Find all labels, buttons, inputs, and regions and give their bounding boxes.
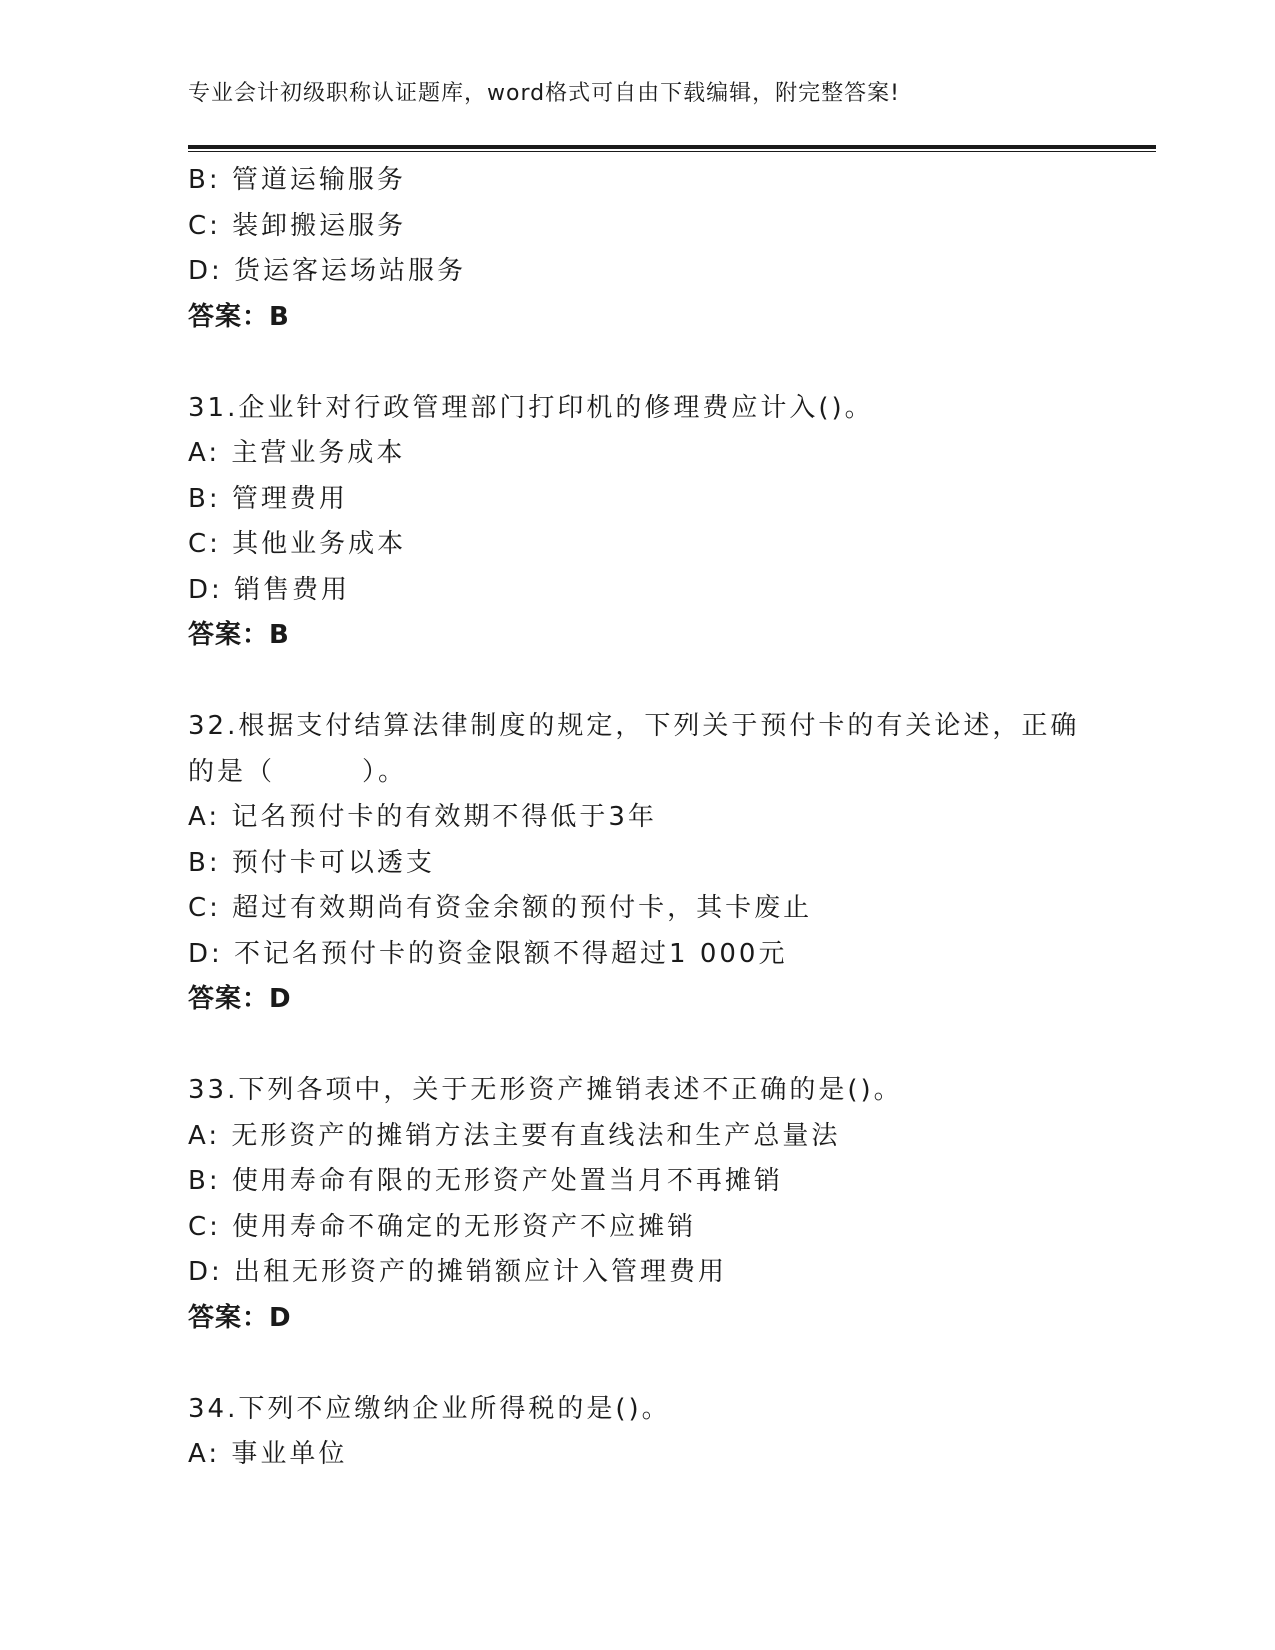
question-stem: 34.下列不应缴纳企业所得税的是()。 xyxy=(188,1393,671,1424)
option-a: A: 记名预付卡的有效期不得低于3年 xyxy=(188,802,657,832)
option-c: C: 超过有效期尚有资金余额的预付卡，其卡废止 xyxy=(188,893,813,923)
question-content xyxy=(188,158,1108,1478)
question-31 xyxy=(188,386,1108,659)
option-d: D: 出租无形资产的摊销额应计入管理费用 xyxy=(188,1257,728,1287)
option-d: D: 销售费用 xyxy=(188,574,351,605)
answer-line: 答案：B xyxy=(188,301,290,332)
question-32 xyxy=(188,704,1108,1023)
option-d: D: 不记名预付卡的资金限额不得超过1 000元 xyxy=(188,938,788,969)
option-b: B: 管理费用 xyxy=(188,483,348,514)
answer-line: 答案：D xyxy=(188,1302,292,1333)
option-b: B: 预付卡可以透支 xyxy=(188,847,435,878)
option-b: B: 使用寿命有限的无形资产处置当月不再摊销 xyxy=(188,1166,783,1196)
option-a: A: 事业单位 xyxy=(188,1439,348,1469)
option-d: D: 货运客运场站服务 xyxy=(188,256,467,286)
question-stem: 31.企业针对行政管理部门打印机的修理费应计入()。 xyxy=(188,392,874,423)
option-c: C: 其他业务成本 xyxy=(188,529,407,559)
question-33 xyxy=(188,1068,1108,1341)
question-stem: 32.根据支付结算法律制度的规定，下列关于预付卡的有关论述，正确的是（ ）。 xyxy=(188,711,1080,787)
answer-line: 答案：B xyxy=(188,620,290,650)
option-a: A: 主营业务成本 xyxy=(188,438,406,468)
answer-line: 答案：D xyxy=(188,984,292,1014)
header-rule-thin xyxy=(188,151,1156,152)
option-c: C: 装卸搬运服务 xyxy=(188,210,407,241)
continuation-block xyxy=(188,158,1108,340)
page-header: 专业会计初级职称认证题库，word格式可自由下载编辑，附完整答案! xyxy=(188,81,900,106)
option-c: C: 使用寿命不确定的无形资产不应摊销 xyxy=(188,1211,697,1242)
header-rule-thick xyxy=(188,145,1156,149)
option-a: A: 无形资产的摊销方法主要有直线法和生产总量法 xyxy=(188,1120,841,1151)
question-34 xyxy=(188,1387,1108,1478)
option-b: B: 管道运输服务 xyxy=(188,165,406,195)
question-stem: 33.下列各项中，关于无形资产摊销表述不正确的是()。 xyxy=(188,1075,903,1105)
